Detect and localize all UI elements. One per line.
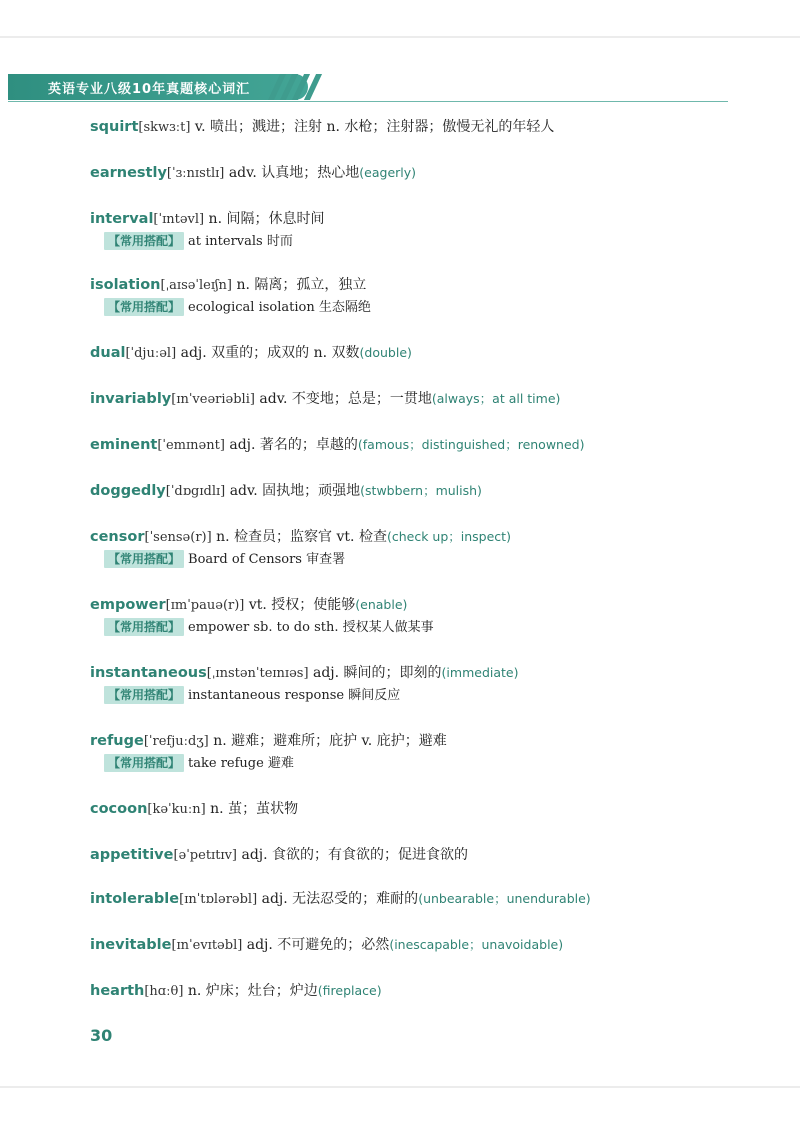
entry-synonyms: (double)	[359, 345, 412, 360]
entry-synonyms: (check up；inspect)	[386, 529, 511, 544]
entry-pronunciation: [ˈrefjuːdʒ]	[143, 734, 209, 749]
page-number: 30	[90, 1026, 113, 1045]
entry-pronunciation: [ˈdjuːəl]	[125, 346, 177, 361]
entry-synonyms: (enable)	[355, 597, 408, 612]
entry-word: dual	[90, 345, 126, 361]
entry-synonyms: (famous；distinguished；renowned)	[357, 437, 585, 452]
entry-synonyms: (always；at all time)	[431, 391, 561, 406]
entry-definition: adj. 著名的；卓越的	[229, 437, 358, 453]
entry-definition: v. 喷出；溅进；注射 n. 水枪；注射器；傲慢无礼的年轻人	[194, 119, 555, 135]
header-rule	[8, 101, 728, 102]
entry-definition: n. 炉床；灶台；炉边	[187, 983, 318, 999]
entry-definition: adj. 无法忍受的；难耐的	[261, 891, 419, 907]
collocation-tag: 【常用搭配】	[104, 686, 184, 704]
entry-doggedly	[90, 480, 770, 503]
entry-definition: n. 避难；避难所；庇护 v. 庇护；避难	[213, 733, 447, 749]
entry-instantaneous	[90, 662, 770, 707]
entry-synonyms: (unbearable；unendurable)	[418, 891, 591, 906]
entry-definition: adj. 不可避免的；必然	[246, 937, 390, 953]
entry-pronunciation: [hɑːθ]	[144, 984, 184, 999]
entry-definition: adj. 食欲的；有食欲的；促进食欲的	[241, 847, 469, 863]
collocation-tag: 【常用搭配】	[104, 550, 184, 568]
entry-synonyms: (inescapable；unavoidable)	[389, 937, 564, 952]
header-band	[8, 74, 308, 100]
entry-collocation: ecological isolation 生态隔绝	[188, 300, 371, 315]
entry-definition: adv. 认真地；热心地	[228, 165, 360, 181]
entry-cocoon	[90, 798, 770, 821]
entry-pronunciation: [ˈdɒgɪdlɪ]	[165, 484, 226, 499]
entry-intolerable	[90, 888, 770, 911]
entry-word: squirt	[90, 119, 139, 135]
entry-word: invariably	[90, 391, 172, 407]
entry-word: intolerable	[90, 891, 180, 907]
collocation-tag: 【常用搭配】	[104, 298, 184, 316]
entry-synonyms: (immediate)	[441, 665, 519, 680]
entry-word: appetitive	[90, 847, 174, 863]
entry-isolation	[90, 274, 770, 319]
entry-collocation: take refuge 避难	[188, 756, 294, 771]
entry-definition: n. 隔离；孤立，独立	[236, 277, 367, 293]
entry-pronunciation: [ɪnˈveəriəbli]	[171, 392, 255, 407]
entry-word: censor	[90, 529, 145, 545]
entry-collocation: empower sb. to do sth. 授权某人做某事	[188, 620, 434, 635]
entry-pronunciation: [ˈɜːnɪstlɪ]	[166, 166, 225, 181]
entry-collocation: instantaneous response 瞬间反应	[188, 688, 401, 703]
entry-pronunciation: [ɪnˈtɒlərəbl]	[179, 892, 258, 907]
entry-definition: vt. 授权；使能够	[248, 597, 356, 613]
entry-word: refuge	[90, 733, 144, 749]
entry-definition: n. 茧；茧状物	[210, 801, 299, 817]
entry-pronunciation: [ˌaɪsəˈleɪʃn]	[160, 278, 232, 293]
entry-inevitable	[90, 934, 770, 957]
entry-hearth	[90, 980, 770, 1003]
entry-collocation: Board of Censors 审查署	[188, 552, 346, 567]
entry-pronunciation: [ˈsensə(r)]	[144, 530, 212, 545]
entry-pronunciation: [ˌɪnstənˈteɪnɪəs]	[206, 666, 309, 681]
entry-censor	[90, 526, 770, 571]
entry-dual	[90, 342, 770, 365]
entry-word: inevitable	[90, 937, 172, 953]
collocation-tag: 【常用搭配】	[104, 618, 184, 636]
entry-word: isolation	[90, 277, 161, 293]
header-title: 英语专业八级10年真题核心词汇	[48, 82, 251, 97]
entry-word: eminent	[90, 437, 158, 453]
page-edge-bottom	[0, 1086, 800, 1088]
entry-pronunciation: [kəˈkuːn]	[147, 802, 206, 817]
entry-word: empower	[90, 597, 166, 613]
entry-appetitive	[90, 844, 770, 867]
header-stripes-decoration	[270, 74, 326, 100]
entry-pronunciation: [ˈɪntəvl]	[153, 212, 205, 227]
collocation-tag: 【常用搭配】	[104, 754, 184, 772]
entry-squirt	[90, 116, 770, 139]
entry-definition: adv. 不变地；总是；一贯地	[259, 391, 432, 407]
entry-eminent	[90, 434, 770, 457]
entry-word: interval	[90, 211, 154, 227]
entry-synonyms: (fireplace)	[317, 983, 382, 998]
entry-definition: adv. 固执地；顽强地	[229, 483, 361, 499]
entry-word: hearth	[90, 983, 145, 999]
entry-collocation: at intervals 时而	[188, 234, 293, 249]
entry-definition: adj. 瞬间的；即刻的	[312, 665, 442, 681]
entry-pronunciation: [ɪnˈevɪtəbl]	[171, 938, 243, 953]
entry-earnestly	[90, 162, 770, 185]
entry-pronunciation: [skwɜːt]	[138, 120, 191, 135]
page-edge-top	[0, 36, 800, 38]
entry-refuge	[90, 730, 770, 775]
entry-definition: adj. 双重的；成双的 n. 双数	[180, 345, 360, 361]
entry-definition: n. 间隔；休息时间	[208, 211, 325, 227]
collocation-tag: 【常用搭配】	[104, 232, 184, 250]
entry-empower	[90, 594, 770, 639]
entry-synonyms: (eagerly)	[359, 165, 417, 180]
entry-interval	[90, 208, 770, 253]
entry-definition: n. 检查员；监察官 vt. 检查	[216, 529, 387, 545]
entry-word: cocoon	[90, 801, 148, 817]
entry-invariably	[90, 388, 770, 411]
entry-pronunciation: [ɪmˈpauə(r)]	[165, 598, 245, 613]
entry-word: instantaneous	[90, 665, 207, 681]
entry-word: doggedly	[90, 483, 166, 499]
entry-pronunciation: [ˈemɪnənt]	[157, 438, 225, 453]
entry-word: earnestly	[90, 165, 167, 181]
entry-synonyms: (stwbbern；mulish)	[360, 483, 482, 498]
entry-pronunciation: [əˈpetɪtɪv]	[173, 848, 238, 863]
